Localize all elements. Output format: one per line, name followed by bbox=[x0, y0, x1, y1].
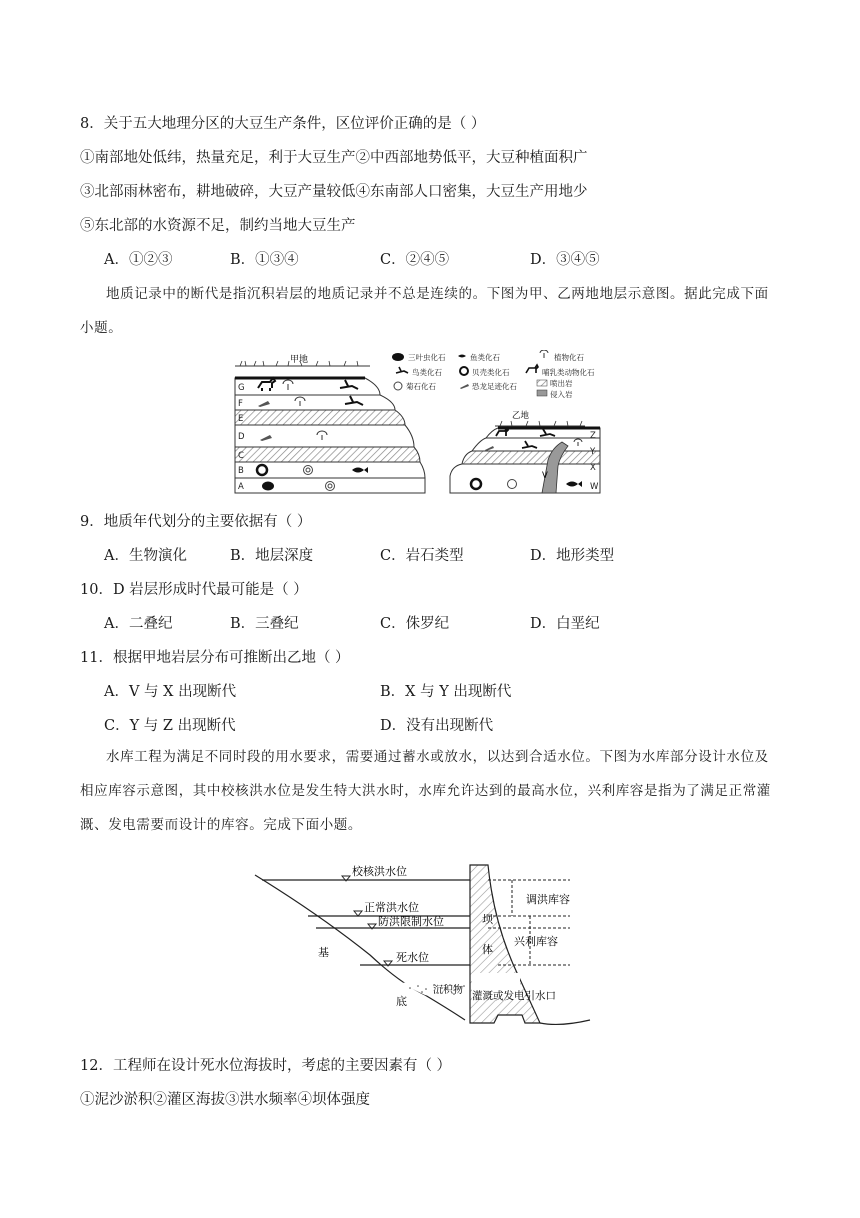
site-b-label: 乙地 bbox=[512, 411, 530, 421]
legend-bird: 鸟类化石 bbox=[412, 368, 442, 377]
legend-extrusive-icon bbox=[537, 380, 547, 386]
check-flood-level-label: 校核洪水位 bbox=[352, 865, 407, 878]
q10-option-a[interactable]: A．二叠纪 bbox=[104, 616, 173, 632]
q8-option-c[interactable]: C．②④⑤ bbox=[380, 252, 450, 268]
layer-b-x: X bbox=[590, 463, 596, 473]
base-label-1: 基 bbox=[318, 946, 329, 959]
q9-option-d[interactable]: D．地形类型 bbox=[530, 548, 615, 564]
normal-flood-level-label: 正常洪水位 bbox=[364, 901, 419, 914]
q12-statement-line-1: ①泥沙淤积②灌区海拔③洪水频率④坝体强度 bbox=[80, 1092, 370, 1108]
dam-label-1: 坝 bbox=[482, 913, 493, 926]
passage-strata-text: 地质记录中的断代是指沉积岩层的地质记录并不总是连续的。下图为甲、乙两地地层示意图。据此完成下面小题。 bbox=[80, 286, 769, 336]
layer-a-d: D bbox=[238, 432, 245, 442]
q8-option-d[interactable]: D．③④⑤ bbox=[530, 252, 600, 268]
q8-statement-line-1: ①南部地处低纬，热量充足，利于大豆生产②中西部地势低平，大豆种植面积广 bbox=[80, 150, 588, 166]
q8-stem: 8．关于五大地理分区的大豆生产条件，区位评价正确的是（ ） bbox=[80, 116, 486, 132]
legend-fish: 鱼类化石 bbox=[470, 353, 500, 362]
layer-b-w: W bbox=[590, 482, 599, 492]
layer-a-b: B bbox=[238, 466, 244, 476]
layer-a-a: A bbox=[238, 482, 244, 492]
legend-trilobite-icon bbox=[392, 353, 404, 361]
layer-b-z: Z bbox=[590, 431, 596, 441]
flood-limit-level-label: 防洪限制水位 bbox=[378, 915, 444, 928]
q8-option-a[interactable]: A．①②③ bbox=[104, 252, 173, 268]
legend-dinosaur-track-icon bbox=[460, 384, 469, 389]
flood-storage-label: 调洪库容 bbox=[526, 893, 570, 906]
legend-intrusive: 侵入岩 bbox=[550, 390, 573, 399]
q11-option-d[interactable]: D．没有出现断代 bbox=[380, 718, 494, 734]
legend-dinosaur-track: 恐龙足迹化石 bbox=[472, 382, 517, 391]
legend-ammonite-icon bbox=[394, 382, 402, 390]
q11-stem: 11．根据甲地岩层分布可推断出乙地（ ） bbox=[80, 650, 350, 666]
q9-option-a[interactable]: A．生物演化 bbox=[104, 548, 187, 564]
passage-reservoir bbox=[80, 740, 780, 842]
legend-shell-icon bbox=[460, 367, 468, 375]
q10-option-d[interactable]: D．白垩纪 bbox=[530, 616, 600, 632]
q12-stem: 12．工程师在设计死水位海拔时，考虑的主要因素有（ ） bbox=[80, 1058, 452, 1074]
legend-mammal: 哺乳类动物化石 bbox=[542, 368, 595, 377]
legend-mammal-icon bbox=[526, 365, 538, 373]
q9-stem: 9．地质年代划分的主要依据有（ ） bbox=[80, 514, 312, 530]
q11-option-a[interactable]: A．V 与 X 出现断代 bbox=[104, 684, 237, 700]
layer-b-y: Y bbox=[590, 447, 596, 457]
layer-a-f: F bbox=[238, 399, 243, 409]
intrusion-label: V bbox=[542, 471, 548, 481]
legend-trilobite: 三叶虫化石 bbox=[408, 353, 446, 362]
normal-flood-level-icon bbox=[354, 911, 362, 916]
legend-bird-icon bbox=[396, 367, 408, 373]
q10-option-b[interactable]: B．三叠纪 bbox=[230, 616, 299, 632]
layer-a-c: C bbox=[238, 451, 244, 461]
q9-option-c[interactable]: C．岩石类型 bbox=[380, 548, 464, 564]
outlet-label: 灌溉或发电引水口 bbox=[472, 990, 556, 1002]
passage-reservoir-text: 水库工程为满足不同时段的用水要求，需要通过蓄水或放水，以达到合适水位。下图为水库部分设计水位及相应库容示意图，其中校核洪水位是发生特大洪水时，水库允许达到的最高水位，兴利库容是指为了满足正常灌溉、发电需要而设计的库容。完成下面小题。 bbox=[80, 749, 771, 833]
q10-option-c[interactable]: C．侏罗纪 bbox=[380, 616, 450, 632]
strata-figure bbox=[230, 350, 630, 495]
q9-option-b[interactable]: B．地层深度 bbox=[230, 548, 314, 564]
layer-a-g: G bbox=[238, 383, 245, 393]
legend-plant-icon bbox=[540, 350, 548, 358]
benefit-storage-label: 兴利库容 bbox=[514, 935, 558, 948]
legend-ammonite: 菊石化石 bbox=[406, 382, 436, 391]
legend-intrusive-icon bbox=[537, 390, 547, 396]
legend-plant: 植物化石 bbox=[554, 353, 584, 362]
reservoir-basin-line bbox=[255, 875, 465, 1020]
dam-label-2: 体 bbox=[482, 943, 493, 956]
dead-level-label: 死水位 bbox=[396, 951, 429, 964]
legend-shell: 贝壳类化石 bbox=[472, 368, 510, 377]
legend-fish-icon bbox=[458, 355, 466, 358]
layer-a-e: E bbox=[238, 414, 244, 424]
q11-option-b[interactable]: B．X 与 Y 出现断代 bbox=[380, 684, 512, 700]
reservoir-figure bbox=[250, 855, 595, 1030]
q11-option-c[interactable]: C．Y 与 Z 出现断代 bbox=[104, 718, 236, 734]
trilobite-fossil-icon bbox=[262, 482, 274, 491]
sediment-label: 沉积物 bbox=[433, 985, 463, 996]
base-label-2: 底 bbox=[396, 995, 407, 1008]
q8-statement-line-2: ③北部雨林密布，耕地破碎，大豆产量较低④东南部人口密集，大豆生产用地少 bbox=[80, 184, 588, 200]
site-a-label: 甲地 bbox=[290, 355, 309, 365]
q8-option-b[interactable]: B．①③④ bbox=[230, 252, 299, 268]
passage-strata bbox=[80, 277, 780, 345]
legend-extrusive: 喷出岩 bbox=[550, 379, 573, 388]
q8-statement-line-3: ⑤东北部的水资源不足，制约当地大豆生产 bbox=[80, 218, 356, 234]
q10-stem: 10．D 岩层形成时代最可能是（ ） bbox=[80, 582, 308, 598]
